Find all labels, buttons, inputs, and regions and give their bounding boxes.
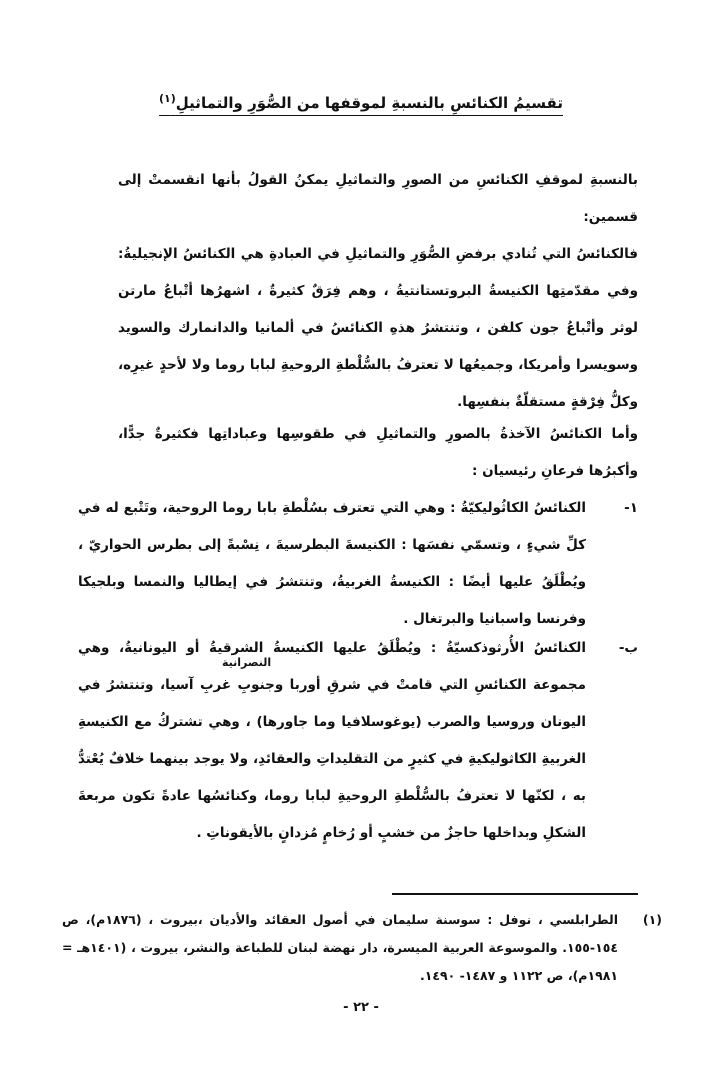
footnote-text: الطرابلسي ، نوفل : سوسنة سليمان في أصول العقائد والأديان ،بيروت ، (١٨٧٦م)، ص ١٥٤-١٥٥. والموسوعة العربية الميسرة، دار نهضة لبنان للطباعة والنشر، بيروت ، (١٤٠١هـ = ١٩٨١م)، ص ١١٢٢ و ١٤٨٧- ١٤٩٠. — [62, 912, 619, 983]
intro-paragraph: بالنسبةِ لموقفِ الكنائسِ من الصورِ والتماثيلِ يمكنُ القولُ بأنها انقسمتْ إلى قسمين: — [118, 172, 638, 225]
list-item-orthodox — [78, 630, 638, 852]
list-item-catholic — [78, 490, 638, 638]
title-footnote-ref: (١) — [159, 92, 176, 105]
page-title — [120, 84, 602, 118]
list-item-text: الكنائسُ الأُرثوذكسيّةُ : ويُطْلَقُ عليها الكنيسةُ الشرقيةُ أو اليونانيةُ، وهي مجموعة الكنائسِ التي قامتْ في شرقِ أوربا وجنوبِ غربِ آسيا، وتنتشرُ في اليونان وروسيا والصرب (يوغوسلافيا وما جاورها) ، وهي تشتركُ مع الكنيسةِ الغربيةِ الكاثوليكيةِ في كثيرٍ من التقليداتِ والعقائدِ، ولا يوجد بينهما خلافٌ يُعْتدُّ به ، لكنّها لا تعترفُ بالسُّلْطةِ الروحيةِ لبابا روما، وكنائسُها عادةً تكون مربعةَ الشكلِ وبداخلها حاجزٌ من خشبٍ أو رُخامٍ مُزدانٍ بالأيقوناتِ . — [78, 640, 586, 841]
list-marker: ١- — [624, 500, 638, 516]
footnote — [62, 906, 662, 990]
protestant-paragraph: فالكنائسُ التي تُنادي برفضِ الصُّوَرِ والتماثيلِ في العبادةِ هي الكنائسُ الإنجيليةُ: وفي مقدّمتِها الكنيسةُ البروتستانتيةُ ، وهم فِرَقٌ كثيرةٌ ، اشهرُها أتْباعُ مارتن لوثر وأتْباعُ جون كلفن ، وتنتشرُ هذهِ الكنائسُ في ألمانيا والدانمارك والسويد وسويسرا وأمريكا، وجميعُها لا تعترفُ بالسُّلْطةِ الروحيةِ لبابا روما ولا لأحدٍ غيرِه، وكلُّ فِرْقةٍ مستقلّةٌ بنفسِها. — [118, 246, 638, 410]
list-item-text: الكنائسُ الكاثُوليكيّةُ : وهي التي تعترف بسُلْطةِ بابا روما الروحية، وتَتْبع له في كلِّ شيءٍ ، وتسمّي نفسَها : الكنيسةَ البطرسيةَ ، نِسْبةً إلى بطرس الحواريّ ، ويُطْلَقُ عليها أيضًا : الكنيسةُ الغربيةُ، وتنتشرُ في إيطاليا والنمسا وبلجيكا وفرنسا واسبانيا والبرتغال . — [78, 500, 586, 627]
handwritten-insertion: النصرانية — [222, 656, 272, 669]
footnote-divider — [392, 893, 638, 895]
title-text: تقسيمُ الكنائسِ بالنسبةِ لموقفها من الصُّوَرِ والتماثيلِ — [175, 94, 563, 112]
footnote-marker: (١) — [642, 912, 662, 927]
other-churches-paragraph: وأما الكنائسُ الآخذةُ بالصورِ والتماثيلِ في طقوسِها وعباداتِها فكثيرةٌ جدًّا، وأكبرُها فرعانِ رئيسيان : — [118, 426, 638, 479]
list-marker: ب- — [618, 640, 638, 656]
page-number: - ٢٢ - — [343, 1000, 379, 1015]
